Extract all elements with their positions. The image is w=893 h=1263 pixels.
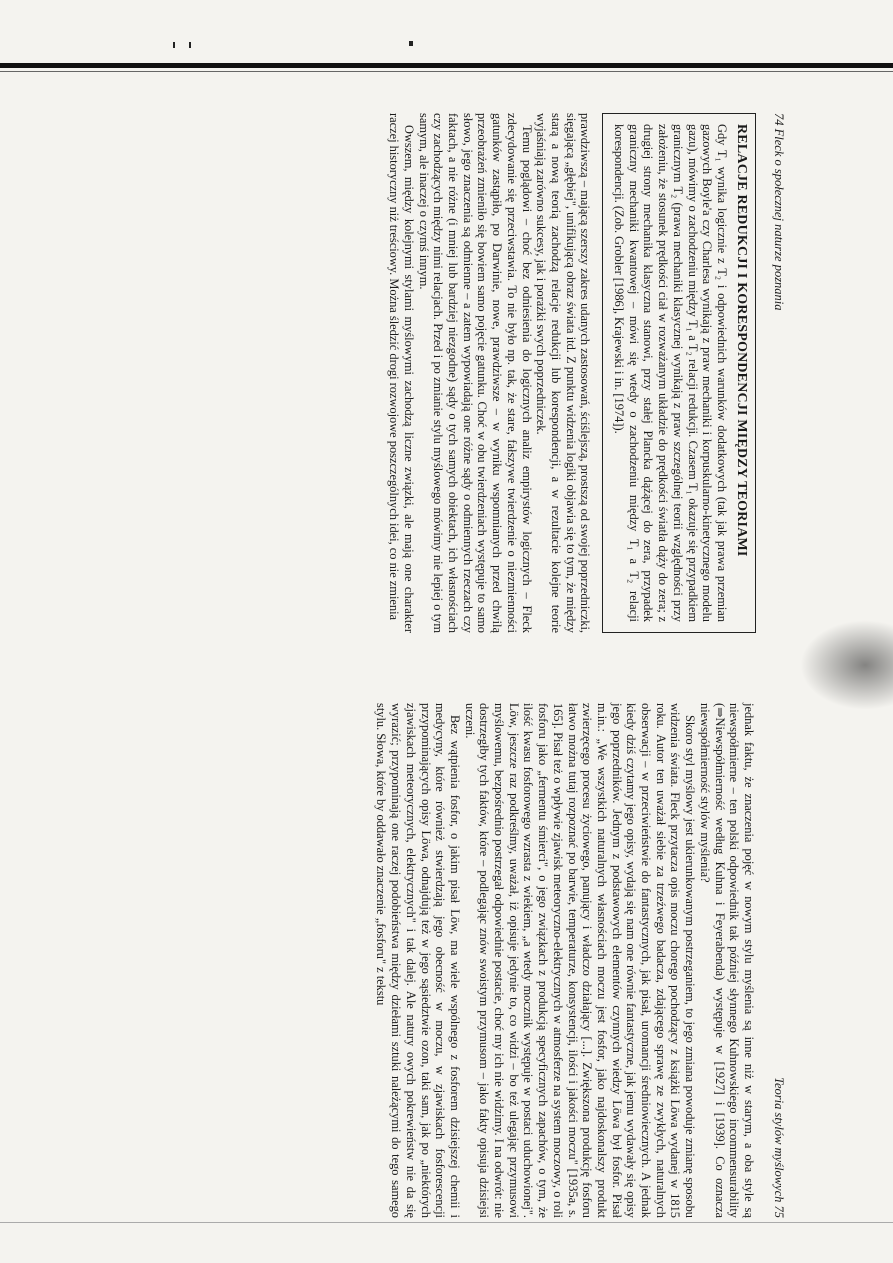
scan-speck [173, 42, 175, 48]
left-page [106, 113, 786, 633]
right-column [374, 703, 756, 1218]
box-title: RELACJE REDUKCJI I KORESPONDENCJI MIĘDZY TEORIAMI [734, 124, 749, 557]
paragraph: jednak faktu, że znaczenia pojęć w nowym stylu myślenia są inne niż w starym, a oba style są niewspółmierne – ten polski odpowiednik tak później słynnego Kuhnowskiego incommensurability (⇒Niewspółmierność według Kuhna i Feyerabenda) występuje w [1927] i [1939]. Co oznacza niewspółmierność stylów myślenia? [697, 703, 756, 1218]
paragraph: Owszem, między kolejnymi stylami myślowymi zachodzą liczne związki, ale mają one charakter raczej historyczny niż treściowy. Można śledzić drogi rozwojowe poszczególnych idei, co nie zmienia [387, 113, 416, 633]
box-text: Gdy T₁ wynika logicznie z T₂ i odpowiednich warunków dodatkowych (tak jak prawa przemian gazowych Boyle'a czy Charlesa wynikają z praw mechaniki i korpuskularno-kinetycznego modelu gazu), mówimy o zachodzeniu między T₁ a T₂ relacji redukcji. Czasem T₁ okazuje się przypadkiem granicznym T₂ (prawa mechaniki klasycznej wynikają z praw szczególnej teorii względności przy założeniu, że stosunek prędkości ciał w rozważanym układzie do prędkości światła dąży do zera; z drugiej strony mechanika klasyczna stanowi, przy stałej Plancka dążącej do zera, przypadek graniczny mechaniki kwantowej – mówi się wtedy o zachodzeniu między T₁ a T₂ relacji korespondencji. (Zob. Grobler [1986], Krajewski i in. [1974]). [612, 124, 729, 622]
scan-top-edge-thin [0, 71, 893, 72]
sidebar-box [602, 113, 756, 633]
scan-speck [409, 41, 413, 46]
paragraph: Bez wątpienia fosfor, o jakim pisał Löw, ma wiele wspólnego z fosforem dzisiejszej chemii i medycyny, które również stwierdzają jego obecność w moczu, w zjawiskach fosforescencji przypominających opisy Löwa, odnajdują też w jego sąsiedztwie ozon, taki sam, jak po „niektórych zjawiskach meteorycznych, elektrycznych" i tak dalej. Ale natury owych pokrewieństw nie da się wyrazić; przypominają one raczej podobieństwa między dziełami sztuki należącymi do tego samego stylu. Słowa, które by oddawało znaczenie „fosforu" z tekstu [374, 703, 462, 1218]
paragraph: prawdziwszą – mającą szerszy zakres udanych zastosowań, ściślejszą, prostszą od swojej poprzedniczki, sięgającą „głębiej", unifikującą obraz świata itd. Z punktu widzenia logiki objawia się to tym, że między starą a nową teorią zachodzą relacje redukcji lub korespondencji, a w rezultacie kolejne teorie wyjaśniają zarówno sukcesy, jak i porażki swych poprzedniczek. [534, 113, 593, 633]
scan-top-edge [0, 63, 893, 68]
paragraph: Temu poglądowi – choć bez odniesienia do logicznych analiz empirystów logicznych – Fleck zdecydowanie się przeciwstawia. To nie było np. tak, że stare, fałszywe twierdzenie o niezmienności gatunków zastąpiło, po Darwinie, nowe, prawdziwsze – w wyniku wspomnianych przed chwilą przeobrażeń zmieniło się bowiem samo pojęcie gatunku. Choć w obu twierdzeniach występuje to samo słowo, jego znaczenia są odmienne – a zatem wypowiadają one różne sądy o odmiennych rzeczach czy faktach, a nie różne (i mniej lub bardziej niezgodne) sądy o tych samych obiektach, ich własnościach czy zachodzących między nimi relacjach. Przed i po zmianie stylu myślowego mówimy nie lepiej o tym samym, ale inaczej o czymś innym. [416, 113, 534, 633]
right-running-head: Teoria stylów myślowych 75 [772, 1077, 786, 1218]
paragraph: Skoro styl myślowy jest ukierunkowanym postrzeganiem, to jego zmiana powoduje zmianę sposobu widzenia świata. Fleck przytacza opis moczu chorego pochodzący z książki Löwa wydanej w 1815 roku. Autor ten uważał siebie za trzeźwego badacza, zdającego sprawę ze zwykłych, naturalnych obserwacji – w przeciwieństwie do fantastycznych, jak pisał, uromancji średniowiecznych. A jednak kiedy dziś czytamy jego opisy, wydają się nam one równie fantastyczne, jak jemu wydawały się opisy jego poprzedników. Jednym z podstawowych elementów czynnych wiedzy Löwa był fosfor. Pisał m.in.: „We wszystkich naturalnych własnościach moczu jest fosfor, jako najdoskonalszy produkt zwierzęcego procesu życiowego, panujący i władczo działający [...]. Zwiększona produkcję fosforu łatwo można tutaj rozpoznać po barwie, temperaturze, konsystencji, ilości i jakości moczu" [1935a, s. 165]. Pisał też o wpływie zjawisk meteoryczno-elektrycznych w atmosferze na system moczowy, o roli fosforu jako „fermentu śmierci", o jego związkach z produkcją specyficznych zapachów, o tym, że ilość kwasu fosforowego wzrasta z wiekiem, „a wtedy mocznik występuje w postaci uduchowionej". Löw, jeszcze raz podkreślmy, uważał, iż opisuje jedynie to, co widzi – bo też ulegając przymusowi myślowemu, bezpośrednio postrzegał odpowiednie postacie, choć my ich nie widzimy. I na odwrót: nie dostrzegłby tych faktów, które – podlegając znów swoistym przymusom – jako fakty opisuja dzisiejsi uczeni. [462, 703, 698, 1218]
scan-bottom-edge [0, 1222, 893, 1223]
left-running-head: 74 Fleck o społecznej naturze poznania [772, 113, 786, 311]
right-page [106, 703, 786, 1218]
left-column [387, 113, 756, 633]
scan-gutter-shadow [800, 620, 893, 710]
scan-speck [189, 42, 191, 48]
book-spread [106, 113, 786, 1218]
